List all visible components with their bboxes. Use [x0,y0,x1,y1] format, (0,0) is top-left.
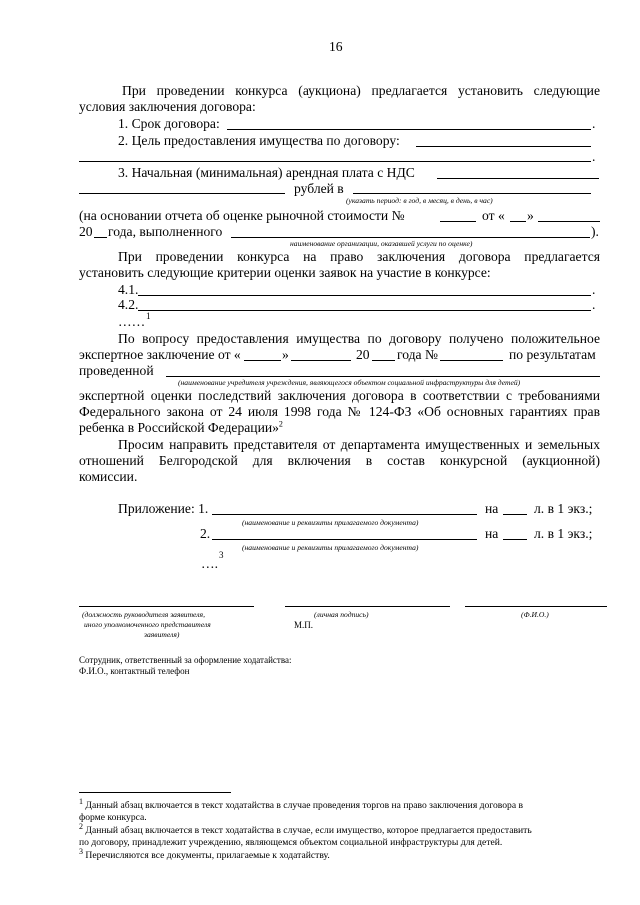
rubles-label: рублей в [294,181,344,196]
request-line-2: отношений Белгородской для включения в состав конкурсной (аукционной) [79,453,600,468]
intro-line-1: При проведении конкурса (аукциона) предлагается установить следующие [122,83,600,98]
appendix-doc-1-note: (наименование и реквизиты прилагаемого документа) [242,518,419,527]
expert-number-field[interactable] [440,360,503,361]
footnote-1: $^1$ Данный абзац включается в текст ходатайства в случае проведения торгов на право заключения договора в [79,796,524,811]
report-month-field[interactable] [538,221,600,222]
footnote-3: $^3$ Перечисляются все документы, прилагаемые к ходатайству. [79,846,330,861]
rent-label: 3. Начальная (минимальная) арендная плата с НДС [118,165,415,180]
document-page: 16 При проведении конкурса (аукциона) предлагается установить следующие условия заключения договора: 1. Срок договора: . 2. Цель предоставления имущества по договору: . 3. Начальная (минимальная) арендная плата с НДС рублей в (указать период: в год, в месяц, в день, в час) (на основании отчета об оценке рыночной стоимости № от « » 20 года, выполненного ). наименование организации, оказавшей услуги по оценке) При проведении конкурса на право заключения договора предлагается установить следующие критерии оценки заявок на участие в конкурсе: 4.1. . 4.2. . 1 …… По вопросу предоставления имущества по договору получено положительное экспертное заключение от « » 20 года № по результатам проведенной (наименование учредителя учреждения, являющегося объектом социальной инфраструктуры для детей) экспертной оценки последствий заключения договора в соответствии с требованиями Федерального закона от 24 июля 1998 года № 124-ФЗ «Об основных гарантиях прав ребенка в Российской Федерации»$^2$ Просим направить представителя от департамента имущественных и земельных отношений Белгородской для включения в состав конкурсной (аукционной) комиссии. Приложение: 1. на л. в 1 экз.; (наименование и реквизиты прилагаемого документа) 2. на л. в 1 экз.; (наименование и реквизиты прилагаемого документа) 3 …. (должность руководителя заявителя, иного уполномоченного представителя заявителя) (личная подпись) М.П. (Ф.И.О.) Сотрудник, ответственный за оформление ходатайства: Ф.И.О., контактный телефон $^1$ Данный абзац включается в текст ходатайства в случае проведения торгов на право заключения договора в форме конкурса. $^2$ Данный абзац включается в текст ходатайства в случае, если имущество, которое предлагается предоставить по договору, принадлежит учреждению, являющемся объектом социальной инфраструктуры для детей. $^3$ Перечисляются все документы, прилагаемые к ходатайству. [0,0,640,905]
fio-note: (Ф.И.О.) [521,610,549,619]
footnote-separator [79,792,231,793]
footnote-ref-2: 2 [278,419,283,429]
expert-date-label: экспертное заключение от « [79,347,241,362]
position-field[interactable] [79,606,254,607]
contact-line-2: Ф.И.О., контактный телефон [79,666,190,676]
criterion-1-label: 4.1. [118,282,139,297]
expert-number-label: года № [397,347,438,362]
position-note-2: иного уполномоченного представителя [84,620,211,629]
footnote-ref-3: 3 [219,550,224,560]
criteria-more: …… [118,314,146,329]
criteria-intro-line-2: установить следующие критерии оценки заявок на участие в конкурсе: [79,265,491,280]
expert-line-1: По вопросу предоставления имущества по договору получено положительное [118,331,600,346]
footnote-2-cont: по договору, принадлежит учреждению, являющемся объектом социальной инфраструктуры для детей. [79,837,503,848]
footnote-ref-1: 1 [146,311,151,321]
appendix-copies-1: л. в 1 экз.; [534,501,593,516]
appraiser-note: наименование организации, оказавшей услуги по оценке) [290,239,473,248]
appendix-doc-1-field[interactable] [212,514,477,515]
appendix-item-2-label: 2. [200,526,211,541]
expert-month-field[interactable] [291,360,351,361]
report-year-field[interactable] [94,237,107,238]
founder-field[interactable] [166,376,600,377]
intro-line-2: условия заключения договора: [79,99,256,114]
contract-term-label: 1. Срок договора: [118,116,220,131]
criterion-1-field[interactable] [138,295,591,296]
page-number: 16 [329,39,343,54]
appendix-more: …. [201,556,218,571]
signature-field[interactable] [285,606,450,607]
appendix-pages-2-field[interactable] [503,539,527,540]
appraiser-field[interactable] [231,237,590,238]
contact-line-1: Сотрудник, ответственный за оформление ходатайства: [79,655,292,665]
purpose-field[interactable] [416,146,591,147]
rent-period-field[interactable] [353,193,591,194]
expert-conducted-label: проведенной [79,363,154,378]
appendix-label: Приложение: 1. [118,501,209,516]
signature-note: (личная подпись) [314,610,369,619]
expert-results-label: по результатам [509,347,596,362]
request-line-3: комиссии. [79,469,138,484]
appendix-doc-2-note: (наименование и реквизиты прилагаемого документа) [242,543,419,552]
criterion-2-field[interactable] [138,310,591,311]
purpose-field-continued[interactable] [79,161,591,162]
report-day-field[interactable] [510,221,526,222]
request-line-1: Просим направить представителя от департамента имущественных и земельных [118,437,600,452]
expert-line-4: экспертной оценки последствий заключения договора в соответствии с требованиями [79,388,600,403]
report-from-label: от « [482,208,505,223]
rent-period-note: (указать период: в год, в месяц, в день, в час) [346,196,493,205]
expert-day-field[interactable] [244,360,281,361]
criterion-2-label: 4.2. [118,297,139,312]
footnote-2: $^2$ Данный абзац включается в текст ходатайства в случае, если имущество, которое предлагается предоставить [79,821,532,836]
seal-place: М.П. [294,620,314,630]
expert-year-field[interactable] [372,360,395,361]
report-year-label: года, выполненного [108,224,223,239]
expert-line-5: Федерального закона от 24 июля 1998 года № 124-ФЗ «Об основных гарантиях прав [79,404,600,419]
report-year-prefix: 20 [79,224,93,239]
fio-field[interactable] [465,606,607,607]
appendix-pages-1-field[interactable] [503,514,527,515]
appendix-doc-2-field[interactable] [212,539,477,540]
appendix-copies-2: л. в 1 экз.; [534,526,593,541]
contract-term-field[interactable] [227,129,591,130]
rent-amount-field-continued[interactable] [79,193,285,194]
report-number-field[interactable] [440,221,476,222]
rent-amount-field[interactable] [437,178,599,179]
position-note-1: (должность руководителя заявителя, [82,610,205,619]
valuation-report-label: (на основании отчета об оценке рыночной стоимости № [79,208,405,223]
position-note-3: заявителя) [144,630,180,639]
expert-line-6: ребенка в Российской Федерации»$^2$ [79,419,283,435]
footnote-1-cont: форме конкурса. [79,812,147,823]
purpose-label: 2. Цель предоставления имущества по договору: [118,133,400,148]
founder-note: (наименование учредителя учреждения, являющегося объектом социальной инфраструктуры для детей) [178,378,521,387]
criteria-intro-line-1: При проведении конкурса на право заключения договора предлагается [118,249,600,264]
